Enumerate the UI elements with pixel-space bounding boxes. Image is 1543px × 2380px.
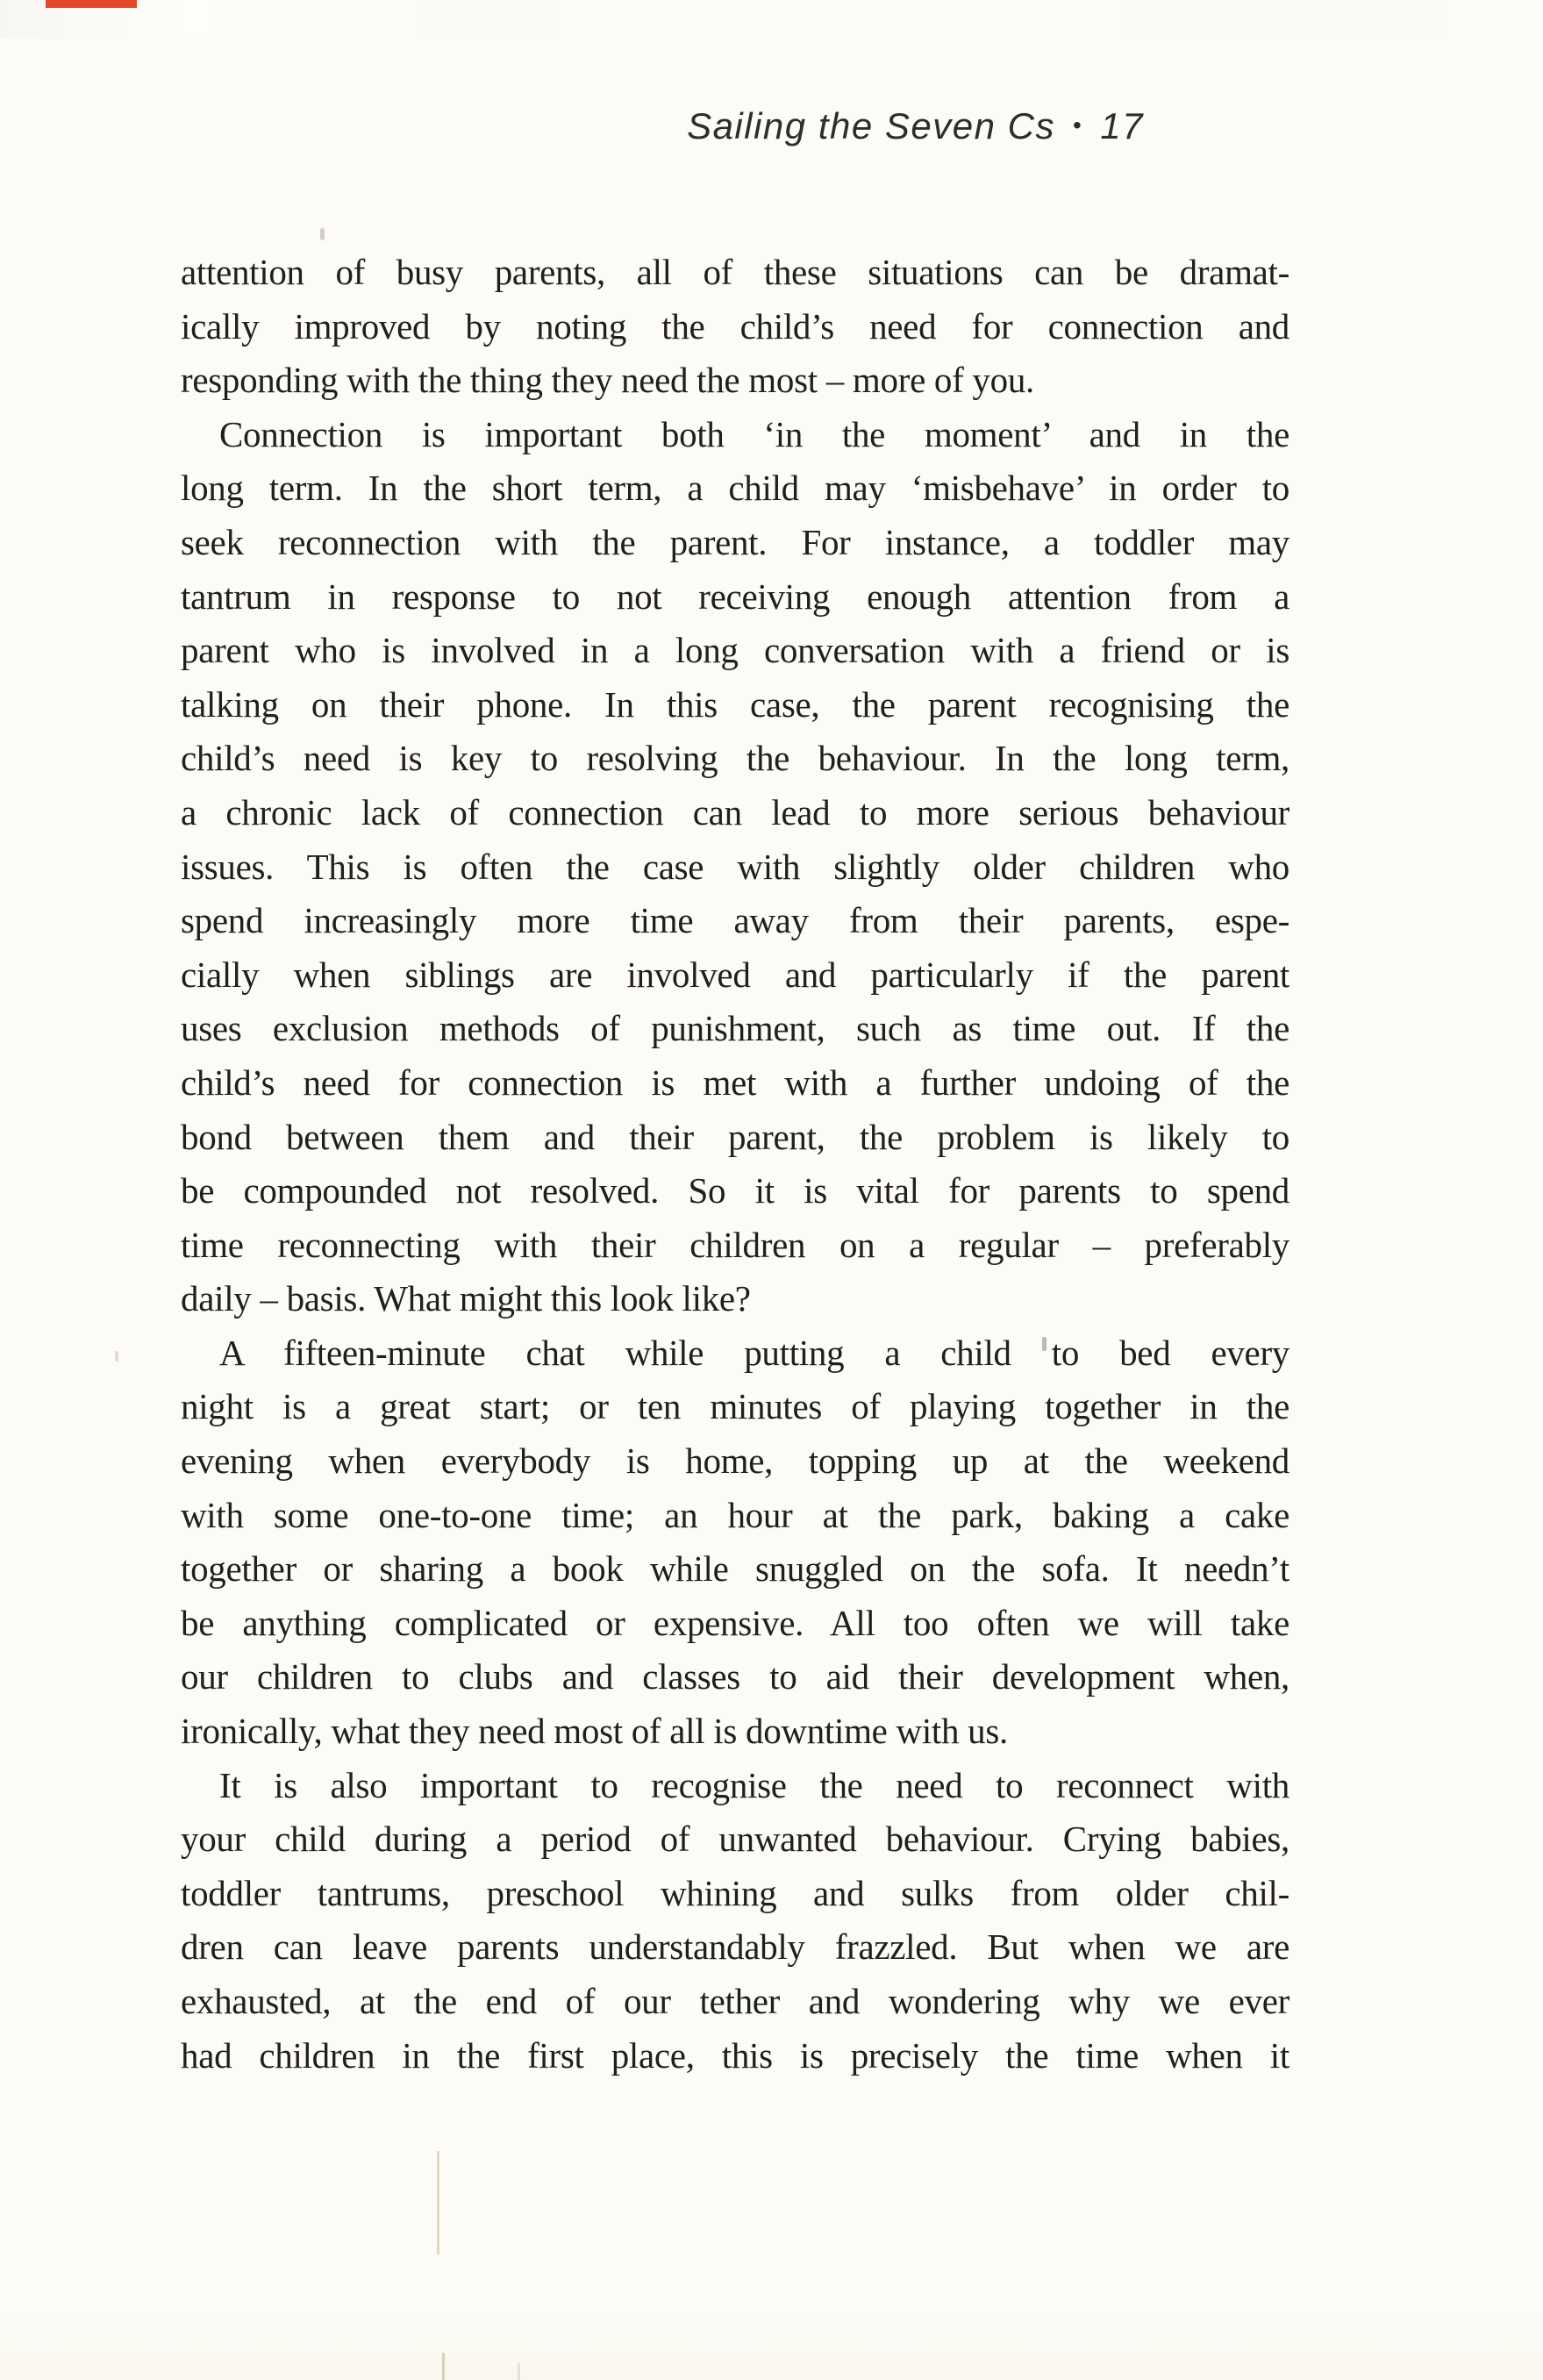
text-line-p3-5: together or sharing a book while snuggled on the sofa. It needn’t	[181, 1548, 1289, 1590]
text-line-p2-6: talking on their phone. In this case, the parent recognising the	[181, 683, 1289, 725]
text-line-p2-11: cially when siblings are involved and particularly if the parent	[181, 954, 1289, 995]
text-line-p2-14: bond between them and their parent, the problem is likely to	[181, 1116, 1289, 1157]
text-line-p1-2: ically improved by noting the child’s need for connection and	[181, 305, 1289, 347]
running-header-title: Sailing the Seven Cs	[687, 105, 1055, 147]
text-line-p4-4: dren can leave parents understandably frazzled. But when we are	[181, 1926, 1289, 1968]
text-line-p3-2: night is a great start; or ten minutes of playing together in the	[181, 1386, 1289, 1427]
text-line-p2-13: child’s need for connection is met with a further undoing of the	[181, 1061, 1289, 1103]
text-line-p2-4: tantrum in response to not receiving enough attention from a	[181, 575, 1289, 617]
scan-shading-bottom	[0, 2297, 1543, 2380]
text-line-p3-1: A fifteen-minute chat while putting a child to bed every	[219, 1332, 1289, 1373]
text-line-p2-16: time reconnecting with their children on a regular – preferably	[181, 1224, 1289, 1265]
text-line-p3-4: with some one-to-one time; an hour at the park, baking a cake	[181, 1494, 1289, 1535]
text-line-p4-6: had children in the first place, this is precisely the time when it	[181, 2034, 1289, 2076]
text-line-p4-1: It is also important to recognise the need to reconnect with	[219, 1764, 1289, 1805]
text-line-p2-10: spend increasingly more time away from their parents, espe-	[181, 900, 1289, 941]
scan-artifact-red-stripe	[46, 0, 137, 8]
scan-shading-top	[0, 0, 1543, 39]
text-line-p1-1: attention of busy parents, all of these situations can be dramat-	[181, 252, 1289, 292]
scan-speckle	[320, 228, 325, 240]
text-line-p2-7: child’s need is key to resolving the behaviour. In the long term,	[181, 738, 1289, 779]
scan-speckle	[115, 1351, 118, 1362]
page-number: 17	[1100, 105, 1144, 147]
text-line-p2-5: parent who is involved in a long conversation with a friend or is	[181, 630, 1289, 671]
text-line-p2-2: long term. In the short term, a child may ‘misbehave’ in order to	[181, 468, 1289, 509]
text-line-p3-3: evening when everybody is home, topping up at the weekend	[181, 1440, 1289, 1482]
text-line-p2-3: seek reconnection with the parent. For instance, a toddler may	[181, 521, 1289, 562]
text-line-p3-6: be anything complicated or expensive. All too often we will take	[181, 1602, 1289, 1643]
text-line-p2-12: uses exclusion methods of punishment, such as time out. If the	[181, 1008, 1289, 1049]
running-header	[0, 105, 1144, 147]
text-line-p3-8: ironically, what they need most of all is downtime with us.	[181, 1711, 1008, 1752]
text-line-p2-8: a chronic lack of connection can lead to more serious behaviour	[181, 791, 1289, 833]
scan-artifact-line	[442, 2353, 445, 2380]
text-line-p2-15: be compounded not resolved. So it is vital for parents to spend	[181, 1170, 1289, 1211]
text-line-p4-5: exhausted, at the end of our tether and wondering why we ever	[181, 1981, 1289, 2021]
header-separator-dot: •	[1072, 111, 1083, 139]
text-line-p3-7: our children to clubs and classes to aid their development when,	[181, 1656, 1289, 1697]
text-line-p4-3: toddler tantrums, preschool whining and sulks from older chil-	[181, 1872, 1289, 1913]
page-body-text	[181, 246, 1289, 2083]
text-line-p1-3: responding with the thing they need the most – more of you.	[181, 360, 1034, 401]
text-line-p2-1: Connection is important both ‘in the moment’ and in the	[219, 413, 1289, 454]
text-line-p2-17: daily – basis. What might this look like?	[181, 1278, 751, 1319]
scan-artifact-line	[437, 2151, 439, 2255]
text-line-p4-2: your child during a period of unwanted behaviour. Crying babies,	[181, 1819, 1289, 1860]
text-line-p2-9: issues. This is often the case with slightly older children who	[181, 846, 1289, 887]
scan-artifact-line	[518, 2363, 520, 2380]
